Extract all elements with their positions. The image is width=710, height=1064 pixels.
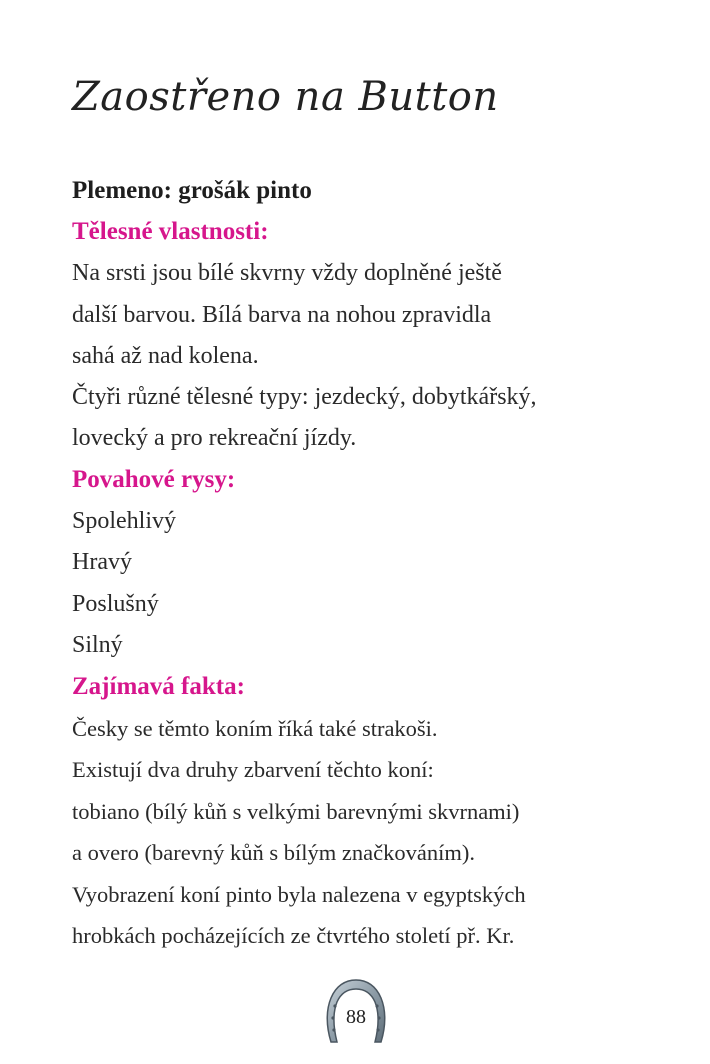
breed-line: Plemeno: grošák pinto	[72, 177, 312, 204]
page-number: 88	[346, 1006, 366, 1028]
trait-item: Poslušný	[72, 591, 159, 617]
physical-heading: Tělesné vlastnosti:	[72, 218, 269, 245]
physical-line: lovecký a pro rekreační jízdy.	[72, 425, 357, 451]
page-number-badge	[325, 976, 387, 1046]
trait-item: Spolehlivý	[72, 508, 177, 534]
temperament-heading: Povahové rysy:	[72, 466, 236, 493]
facts-heading: Zajímavá fakta:	[72, 673, 245, 700]
physical-line: další barvou. Bílá barva na nohou zpravidla	[72, 302, 492, 328]
physical-line: Čtyři různé tělesné typy: jezdecký, dobytkářský,	[72, 384, 537, 410]
physical-line: Na srsti jsou bílé skvrny vždy doplněné ještě	[72, 260, 502, 286]
trait-item: Silný	[72, 632, 123, 658]
fact-line: tobiano (bílý kůň s velkými barevnými skvrnami)	[72, 799, 520, 824]
fact-line: a overo (barevný kůň s bílým značkováním).	[72, 840, 476, 865]
trait-item: Hravý	[72, 549, 132, 575]
fact-line: hrobkách pocházejících ze čtvrtého století př. Kr.	[72, 923, 515, 948]
page-title: Zaostřeno na Button	[72, 74, 499, 120]
fact-line: Vyobrazení koní pinto byla nalezena v egyptských	[72, 882, 526, 907]
fact-line: Existují dva druhy zbarvení těchto koní:	[72, 757, 434, 782]
physical-line: sahá až nad kolena.	[72, 343, 259, 369]
fact-line: Česky se těmto koním říká také strakoši.	[72, 716, 438, 741]
